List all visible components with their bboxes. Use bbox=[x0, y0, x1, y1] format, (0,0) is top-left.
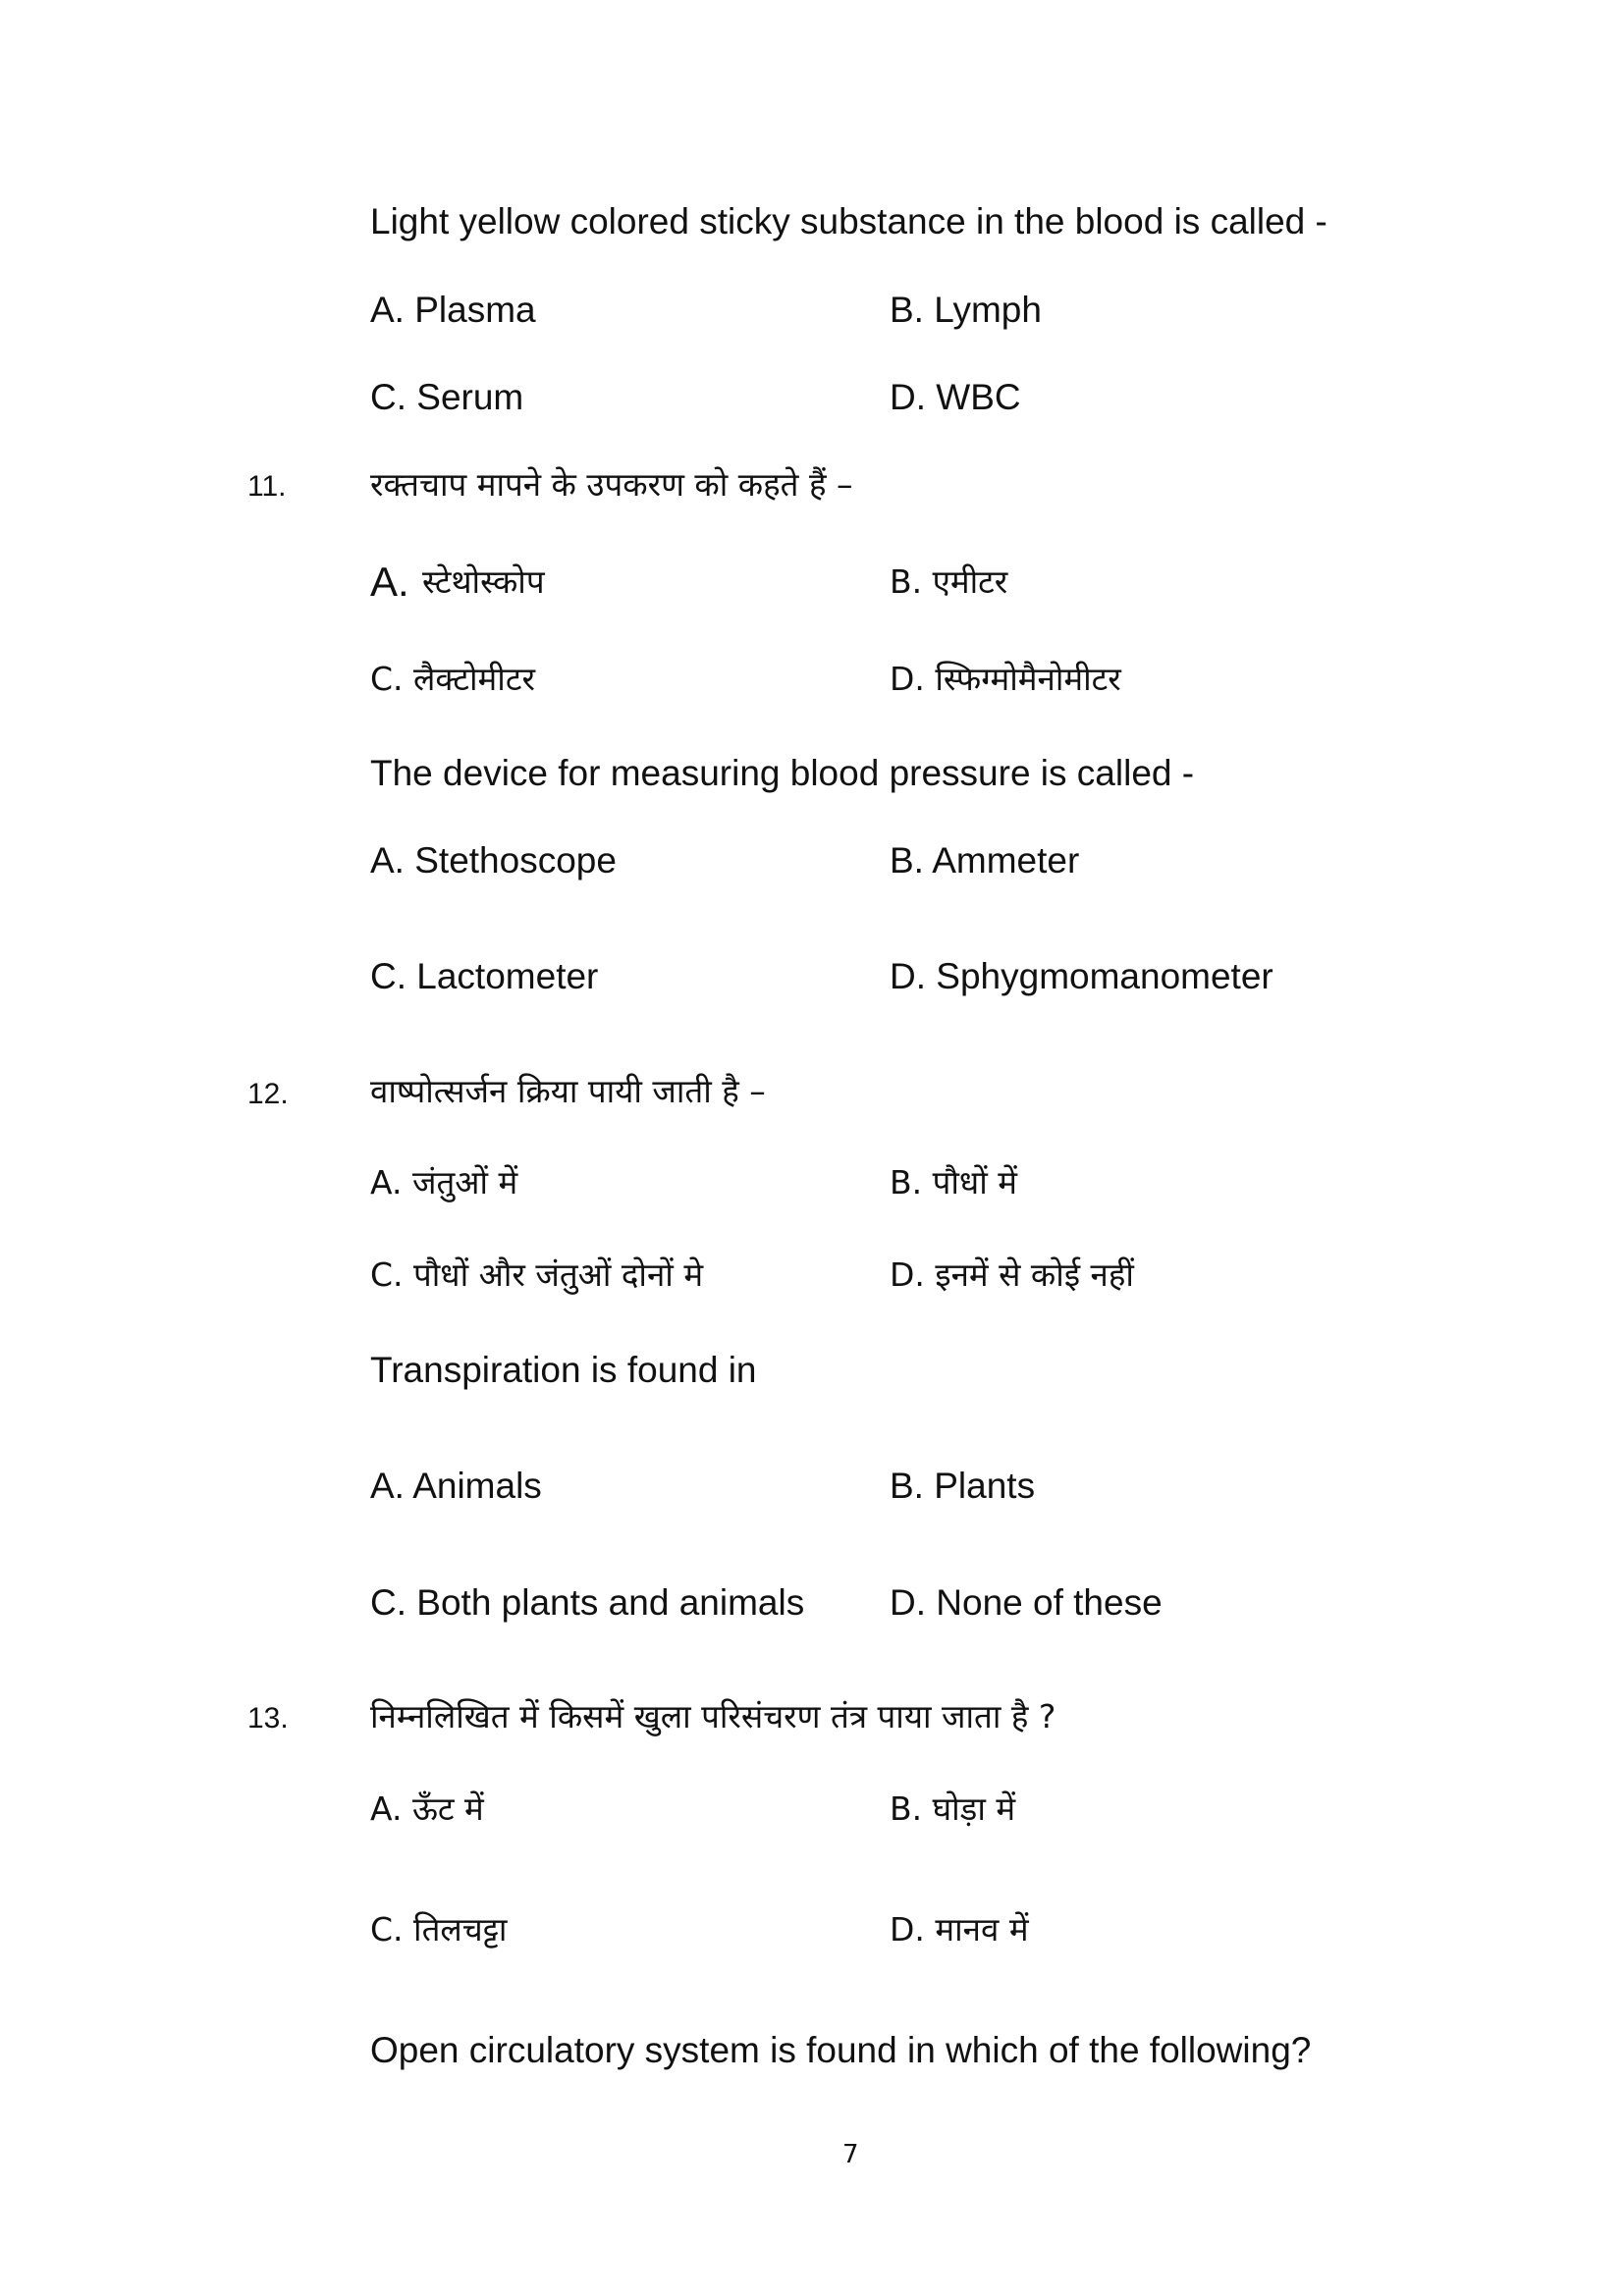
question-number: 11. bbox=[247, 470, 287, 503]
question-text-hindi: वाष्पोत्सर्जन क्रिया पायी जाती है – bbox=[370, 1072, 766, 1110]
option-a-hindi: A. जंतुओं में bbox=[370, 1163, 518, 1201]
option-a: A. Plasma bbox=[370, 290, 536, 330]
option-b-hindi: B. पौधों में bbox=[890, 1163, 1017, 1201]
option-b-hindi: B. घोड़ा में bbox=[890, 1789, 1016, 1828]
question-text: The device for measuring blood pressure is called - bbox=[370, 753, 1195, 793]
page-number: 7 bbox=[842, 2140, 859, 2169]
question-number: 12. bbox=[247, 1078, 289, 1110]
option-c-hindi: C. लैक्टोमीटर bbox=[370, 660, 535, 698]
option-a: A. Animals bbox=[370, 1466, 542, 1506]
option-d-hindi: D. मानव में bbox=[890, 1910, 1029, 1949]
question-number: 13. bbox=[247, 1702, 289, 1735]
option-b: B. Ammeter bbox=[890, 840, 1080, 881]
option-a: A. Stethoscope bbox=[370, 840, 617, 881]
option-b: B. Lymph bbox=[890, 290, 1042, 330]
option-d-hindi: D. इनमें से कोई नहीं bbox=[890, 1255, 1134, 1294]
option-a-hindi: स्टेथोस्कोप bbox=[422, 562, 545, 601]
question-text: Transpiration is found in bbox=[370, 1350, 757, 1390]
option-d: D. Sphygmomanometer bbox=[890, 956, 1273, 996]
question-text-hindi: निम्नलिखित में किसमें खुला परिसंचरण तंत्र पाया जाता है ? bbox=[370, 1697, 1056, 1735]
option-c-hindi: C. तिलचट्टा bbox=[370, 1910, 508, 1949]
question-text: Light yellow colored sticky substance in the blood is called - bbox=[370, 201, 1327, 241]
option-b: B. Plants bbox=[890, 1466, 1036, 1506]
option-a-letter: A. bbox=[370, 559, 409, 605]
option-c-hindi: C. पौधों और जंतुओं दोनों मे bbox=[370, 1255, 704, 1294]
option-c: C. Serum bbox=[370, 377, 524, 417]
option-d-hindi: D. स्फिग्मोमैनोमीटर bbox=[890, 660, 1121, 698]
option-a-hindi: A. ऊँट में bbox=[370, 1789, 484, 1828]
option-c: C. Lactometer bbox=[370, 956, 599, 996]
option-d: D. None of these bbox=[890, 1582, 1163, 1623]
option-b-hindi: B. एमीटर bbox=[890, 562, 1008, 601]
question-text-hindi: रक्तचाप मापने के उपकरण को कहते हैं – bbox=[370, 465, 853, 504]
question-text: Open circulatory system is found in which of the following? bbox=[370, 2030, 1312, 2070]
option-c: C. Both plants and animals bbox=[370, 1582, 805, 1623]
option-d: D. WBC bbox=[890, 377, 1021, 417]
